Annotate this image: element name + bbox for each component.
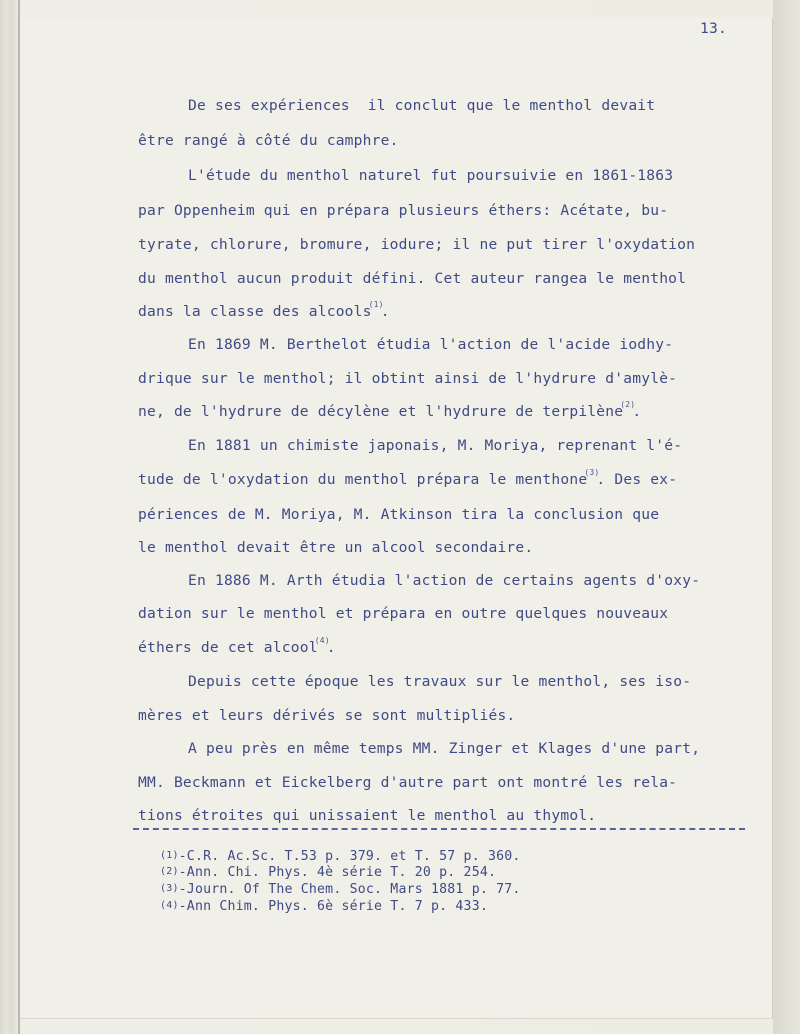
footnote-4-text: -Ann Chim. Phys. 6è série T. 7 p. 433. bbox=[178, 899, 488, 914]
body-line-1: De ses expériences il conclut que le menthol devait bbox=[188, 97, 656, 114]
body-line-10-text: ne, de l'hydrure de décylène et l'hydrure de terpilène bbox=[138, 403, 624, 420]
body-line-4: par Oppenheim qui en prépara plusieurs éthers: Acétate, bu- bbox=[138, 202, 669, 219]
period-4: . bbox=[326, 639, 336, 656]
footnote-ref-2: (2) bbox=[620, 400, 636, 409]
body-line-16: dation sur le menthol et prépara en outre quelques nouveaux bbox=[138, 605, 669, 622]
body-line-6: du menthol aucun produit défini. Cet auteur rangea le menthol bbox=[138, 270, 687, 287]
body-line-3: L'étude du menthol naturel fut poursuivie en 1861-1863 bbox=[188, 167, 674, 184]
right-margin-strip bbox=[773, 0, 800, 1034]
body-line-8: En 1869 M. Berthelot étudia l'action de l'acide iodhy- bbox=[188, 336, 674, 353]
footnote-2 bbox=[160, 865, 496, 881]
footnote-separator bbox=[133, 828, 745, 830]
body-line-20: A peu près en même temps MM. Zinger et Klages d'une part, bbox=[188, 740, 701, 757]
body-line-17 bbox=[138, 638, 336, 658]
body-line-9: drique sur le menthol; il obtint ainsi de l'hydrure d'amylè- bbox=[138, 370, 678, 387]
body-line-17-text: éthers de cet alcool bbox=[138, 639, 318, 656]
page-number: 13. bbox=[700, 20, 727, 37]
body-line-7 bbox=[138, 302, 390, 322]
body-line-10 bbox=[138, 402, 641, 422]
body-line-14: le menthol devait être un alcool secondaire. bbox=[138, 539, 534, 556]
body-line-21: MM. Beckmann et Eickelberg d'autre part ont montré les rela- bbox=[138, 774, 678, 791]
body-line-13: périences de M. Moriya, M. Atkinson tira la conclusion que bbox=[138, 506, 660, 523]
footnote-ref-4: (4) bbox=[314, 636, 330, 645]
period-3: . bbox=[596, 471, 606, 488]
period-2: . bbox=[632, 403, 642, 420]
body-line-5: tyrate, chlorure, bromure, iodure; il ne put tirer l'oxydation bbox=[138, 236, 696, 253]
footnote-3-text: -Journ. Of The Chem. Soc. Mars 1881 p. 77. bbox=[178, 882, 521, 897]
body-line-12-text: tude de l'oxydation du menthol prépara le menthone bbox=[138, 471, 588, 488]
body-line-15: En 1886 M. Arth étudia l'action de certains agents d'oxy- bbox=[188, 572, 701, 589]
body-line-22: tions étroites qui unissaient le menthol au thymol. bbox=[138, 807, 597, 824]
footnote-4 bbox=[160, 899, 488, 915]
footnote-2-text: -Ann. Chi. Phys. 4è série T. 20 p. 254. bbox=[178, 865, 497, 880]
footnote-2-number: (2) bbox=[160, 866, 179, 877]
body-line-2: être rangé à côté du camphre. bbox=[138, 132, 399, 149]
footnote-3-number: (3) bbox=[160, 883, 179, 894]
footnote-ref-3: (3) bbox=[584, 468, 600, 477]
period-1: . bbox=[380, 303, 390, 320]
body-line-12 bbox=[138, 470, 677, 490]
footnote-1-text: -C.R. Ac.Sc. T.53 p. 379. et T. 57 p. 360. bbox=[178, 849, 521, 864]
footnote-1 bbox=[160, 849, 521, 865]
body-line-12-tail: Des ex- bbox=[605, 471, 678, 488]
footnote-1-number: (1) bbox=[160, 850, 179, 861]
body-line-18: Depuis cette époque les travaux sur le menthol, ses iso- bbox=[188, 673, 692, 690]
body-line-11: En 1881 un chimiste japonais, M. Moriya, reprenant l'é- bbox=[188, 437, 683, 454]
footnote-4-number: (4) bbox=[160, 900, 179, 911]
footnote-3 bbox=[160, 882, 521, 898]
footnote-ref-1: (1) bbox=[368, 300, 384, 309]
body-line-7-text: dans la classe des alcools bbox=[138, 303, 372, 320]
body-line-19: mères et leurs dérivés se sont multipliés. bbox=[138, 707, 516, 724]
